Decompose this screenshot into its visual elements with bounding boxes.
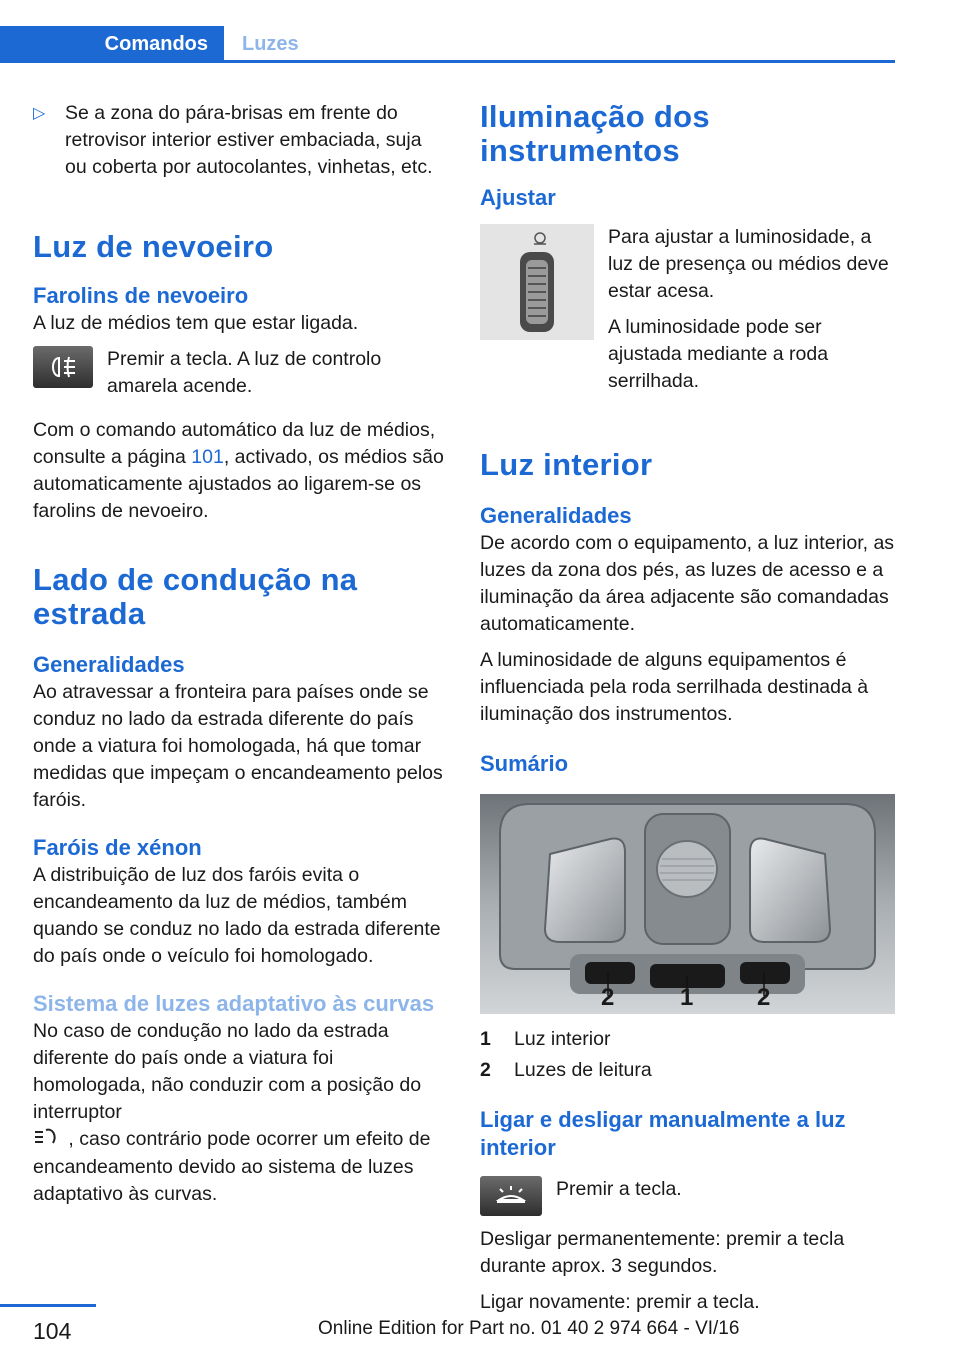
general-text: Ao atravessar a fronteira para países onde se conduz no lado da estrada diferente do país onde a viatura foi homologada, há que tomar medidas que impeçam o encandeamento pelos faróis. — [33, 681, 443, 811]
fog-button-row — [33, 346, 448, 409]
callout-2-right: 2 — [757, 984, 771, 1011]
page-link[interactable]: 101 — [191, 446, 224, 468]
fog-text-1: A luz de médios tem que estar ligada. — [33, 312, 359, 334]
legend — [480, 1026, 895, 1084]
curve-light-symbol-icon — [33, 1126, 59, 1154]
fog-light-heading: Luz de nevoeiro — [33, 229, 274, 264]
legend-item — [480, 1057, 895, 1084]
legend-label: Luzes de leitura — [514, 1059, 652, 1081]
instrument-lighting-heading: Iluminação dos instrumentos — [480, 99, 710, 168]
thumbwheel-image — [480, 224, 594, 340]
left-column — [33, 100, 448, 1217]
manual-subheading: Ligar e desligar manualmente a luz interior — [480, 1107, 846, 1160]
fog-text-2b: , activado, os médios são automaticamente ajustados ao ligarem-se os farolins de nevoeiro. — [33, 446, 444, 522]
fog-light-button-icon — [33, 346, 93, 388]
interior-light-button-icon — [480, 1176, 542, 1216]
legend-item — [480, 1026, 895, 1053]
fog-lamps-subheading: Farolins de nevoeiro — [33, 283, 249, 308]
right-column — [480, 100, 895, 1325]
xenon-text: A distribuição de luz dos faróis evita o encandeamento da luz de médios, também quando se conduz no lado da estrada diferente do país onde o veículo foi homologado. — [33, 864, 441, 967]
legend-num: 2 — [480, 1059, 491, 1081]
list-item — [33, 100, 448, 190]
fog-button-text: Premir a tecla. A luz de controlo amarela acende. — [107, 348, 382, 397]
adaptive-text — [33, 1018, 448, 1208]
triangle-bullet-icon: ▷ — [33, 105, 46, 122]
tab-comandos[interactable]: Comandos — [0, 26, 224, 62]
tab-luzes[interactable]: Luzes — [242, 33, 299, 55]
manual-text-1: Desligar permanentemente: premir a tecla durante aprox. 3 segundos. — [480, 1228, 845, 1277]
adaptive-subheading: Sistema de luzes adaptativo às curvas — [33, 991, 435, 1016]
fog-text-2 — [33, 417, 448, 525]
footer-rule — [0, 1304, 96, 1307]
legend-label: Luz interior — [514, 1028, 611, 1050]
adjust-text-1: Para ajustar a luminosidade, a luz de presença ou médios deve estar acesa. — [608, 226, 889, 302]
interior-light-panel-image — [480, 794, 895, 1014]
interior-light-heading: Luz interior — [480, 447, 653, 482]
callout-2-left: 2 — [601, 984, 615, 1011]
adaptive-text-a: No caso de condução no lado da estrada diferente do país onde a viatura foi homologada, não conduzir com a posição do interruptor — [33, 1020, 422, 1123]
adaptive-text-b: , caso contrário pode ocorrer um efeito de encandeamento devido ao sistema de luzes adaptativo às curvas. — [33, 1128, 431, 1205]
road-side-heading: Lado de condução na estrada — [33, 562, 358, 631]
legend-num: 1 — [480, 1028, 491, 1050]
interior-button-text: Premir a tecla. — [556, 1178, 682, 1200]
page-number: 104 — [33, 1318, 72, 1344]
general-subheading: Generalidades — [33, 652, 185, 677]
edition-text: Online Edition for Part no. 01 40 2 974 664 - VI/16 — [318, 1318, 740, 1339]
interior-general-text-1: De acordo com o equipamento, a luz interior, as luzes da zona dos pés, as luzes de acesso e a iluminação da área adjacente são comandadas automaticamente. — [480, 532, 895, 635]
xenon-subheading: Faróis de xénon — [33, 835, 202, 860]
interior-button-row — [480, 1176, 895, 1216]
callout-1: 1 — [680, 984, 694, 1011]
adjust-text-2: A luminosidade pode ser ajustada mediante a roda serrilhada. — [608, 316, 829, 392]
interior-general-text-2: A luminosidade de alguns equipamentos é influenciada pela roda serrilhada destinada à iluminação dos instrumentos. — [480, 649, 869, 725]
header-rule — [0, 60, 895, 63]
adjust-subheading: Ajustar — [480, 185, 556, 210]
adjust-row — [480, 224, 895, 404]
bullet-text: Se a zona do pára-brisas em frente do retrovisor interior estiver embaciada, suja ou coberta por autocolantes, vinhetas, etc. — [65, 102, 433, 178]
fog-text-2a: Com o comando automático da luz de médios, consulte a página — [33, 419, 436, 468]
adjust-text — [608, 224, 895, 404]
interior-general-subheading: Generalidades — [480, 503, 632, 528]
summary-subheading: Sumário — [480, 751, 569, 776]
manual-text-2: Ligar novamente: premir a tecla. — [480, 1291, 760, 1313]
